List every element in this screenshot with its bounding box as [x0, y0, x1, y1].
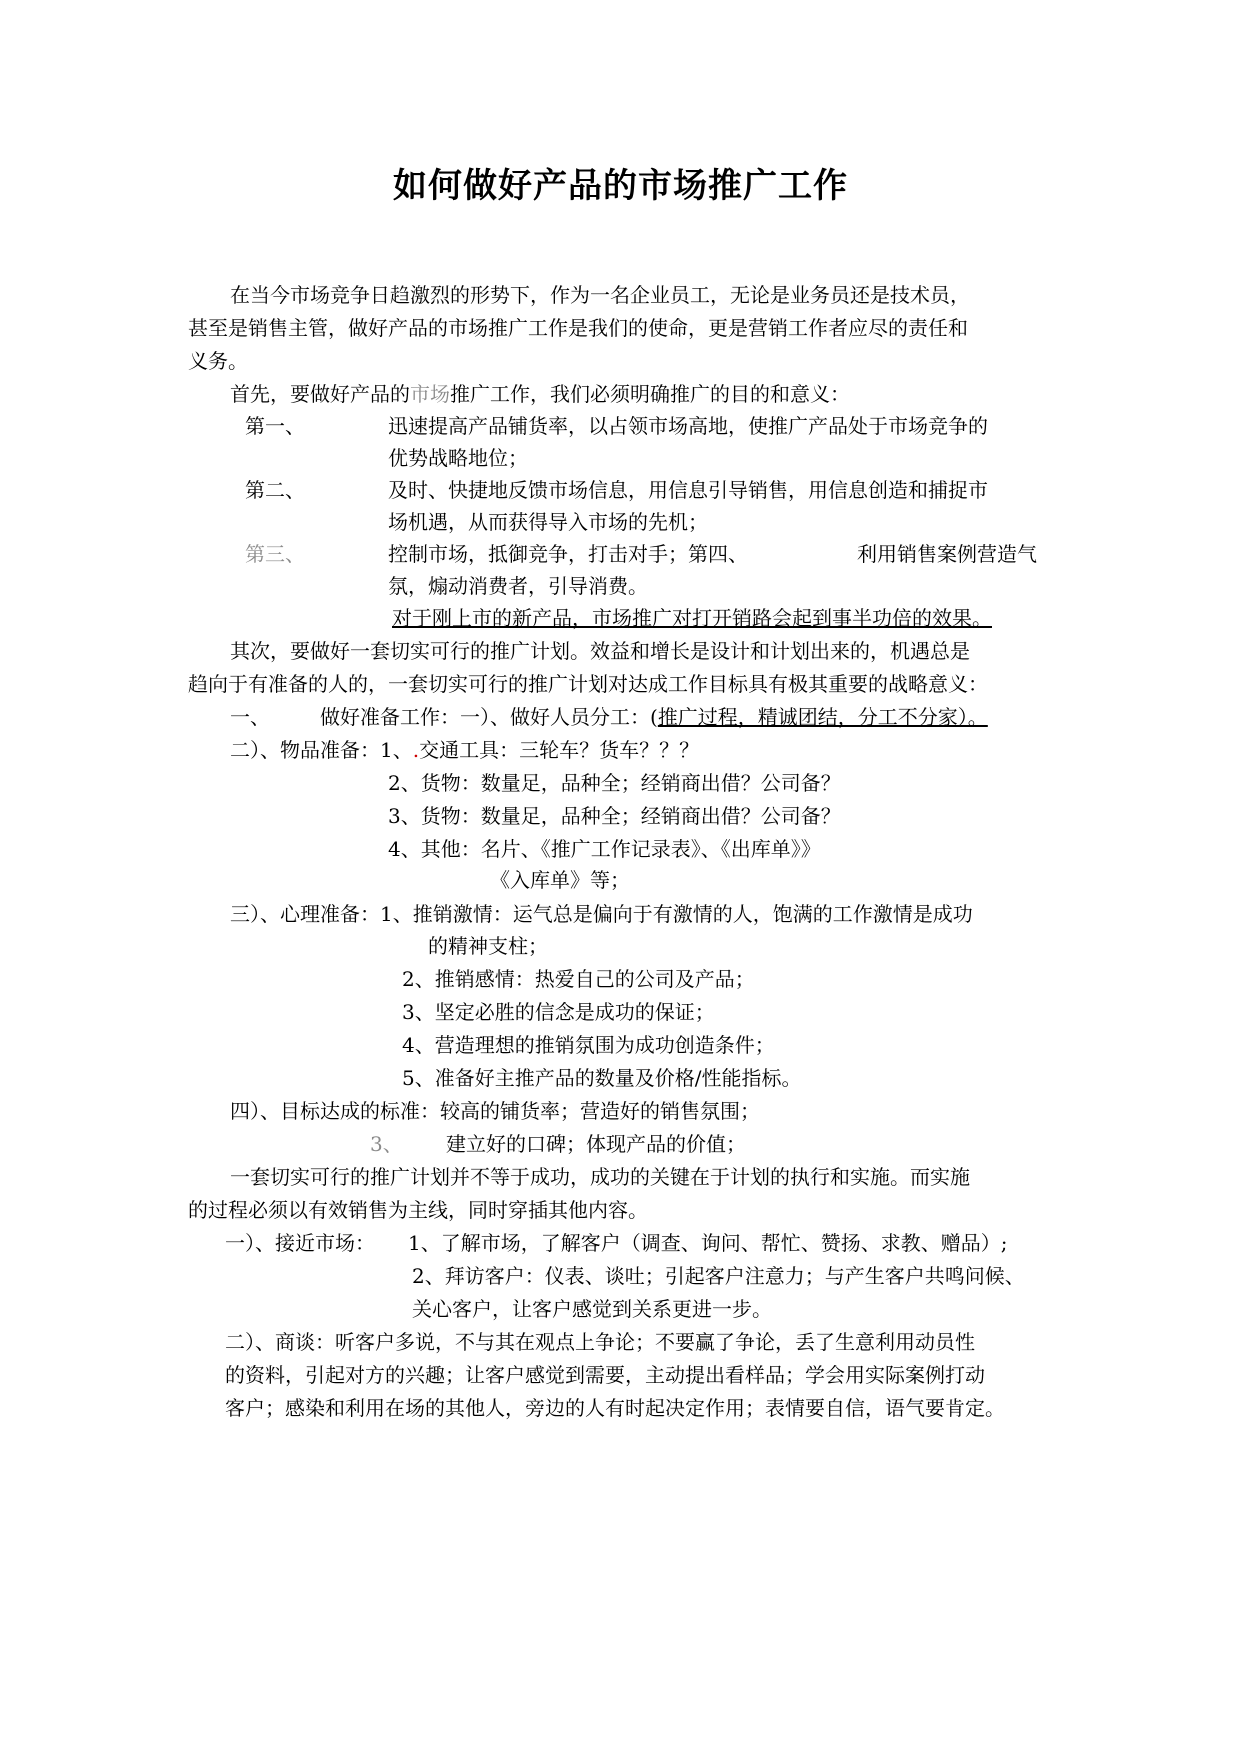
goods-line: 4、其他：名片、《推广工作记录表》、《出库单》》 [388, 837, 821, 861]
underlined-note: 对于刚上市的新产品，市场推广对打开销路会起到事半功倍的效果。 [392, 606, 992, 630]
approach-label: 一）、接近市场： [225, 1231, 375, 1255]
text-span: 二）、物品准备：1、 [230, 738, 413, 762]
approach-line: 关心客户，让客户感觉到关系更进一步。 [412, 1297, 772, 1321]
approach-line: 2、拜访客户：仪表、谈吐；引起客户注意力；与产生客户共鸣问候、 [412, 1264, 1025, 1288]
talk-line: 的资料，引起对方的兴趣；让客户感觉到需要，主动提出看样品；学会用实际案例打动 [225, 1363, 985, 1387]
item-label: 第二、 [245, 478, 305, 502]
text-span: 市场 [410, 382, 450, 406]
paragraph-line: 甚至是销售主管，做好产品的市场推广工作是我们的使命，更是营销工作者应尽的责任和 [188, 316, 968, 340]
item-text: 利用销售案例营造气 [857, 542, 1037, 566]
psych-line: 2、推销感情：热爱自己的公司及产品； [402, 967, 755, 991]
paragraph-line: 在当今市场竞争日趋激烈的形势下，作为一名企业员工，无论是业务员还是技术员， [230, 283, 970, 307]
goods-line: 2、货物：数量足，品种全；经销商出借？公司备？ [388, 771, 841, 795]
text-span: 交通工具：三轮车？货车？？？ [419, 738, 700, 762]
text-span: 做好准备工作：一）、做好人员分工：( [320, 705, 658, 729]
item-label: 第一、 [245, 414, 305, 438]
item-text: 优势战略地位； [388, 446, 528, 470]
psych-line: 5、准备好主推产品的数量及价格/性能指标。 [402, 1066, 802, 1090]
paragraph-line: 一套切实可行的推广计划并不等于成功，成功的关键在于计划的执行和实施。而实施 [230, 1165, 970, 1189]
goal-line: 四）、目标达成的标准：较高的铺货率；营造好的销售氛围； [230, 1099, 760, 1123]
paragraph-line: 其次，要做好一套切实可行的推广计划。效益和增长是设计和计划出来的，机遇总是 [230, 639, 970, 663]
item-text: 场机遇，从而获得导入市场的先机； [388, 510, 708, 534]
paragraph-line: 义务。 [188, 349, 248, 373]
goal-number: 3、 [370, 1132, 403, 1156]
prep-label: 一、 [230, 705, 270, 729]
item-text: 氛，煽动消费者，引导消费。 [388, 574, 648, 598]
text-span: 推广过程，精诚团结，分工不分家）。 [657, 705, 988, 729]
goods-line: 《入库单》等； [490, 868, 630, 892]
psych-line: 4、营造理想的推销氛围为成功创造条件； [402, 1033, 775, 1057]
item-label: 第三、 [245, 542, 305, 566]
item-text: 及时、快捷地反馈市场信息，用信息引导销售，用信息创造和捕捉市 [388, 478, 988, 502]
paragraph-line: 趋向于有准备的人的，一套切实可行的推广计划对达成工作目标具有极其重要的战略意义： [188, 672, 988, 696]
paragraph-line [230, 382, 850, 406]
psych-line: 3、坚定必胜的信念是成功的保证； [402, 1000, 715, 1024]
item-text: 迅速提高产品铺货率，以占领市场高地，使推广产品处于市场竞争的 [388, 414, 988, 438]
psych-line: 的精神支柱； [428, 934, 548, 958]
text-span: . [412, 738, 420, 762]
talk-line: 客户；感染和利用在场的其他人，旁边的人有时起决定作用；表情要自信，语气要肯定。 [225, 1396, 1005, 1420]
text-span: 首先，要做好产品的 [230, 382, 410, 406]
talk-line: 二）、商谈：听客户多说，不与其在观点上争论；不要赢了争论，丢了生意利用动员性 [225, 1330, 975, 1354]
paragraph-line: 的过程必须以有效销售为主线，同时穿插其他内容。 [188, 1198, 648, 1222]
prep-text [320, 705, 988, 729]
goods-line: 3、货物：数量足，品种全；经销商出借？公司备？ [388, 804, 841, 828]
approach-line: 1、了解市场，了解客户（调查、询问、帮忙、赞扬、求教、赠品）; [408, 1231, 1008, 1255]
psych-line: 三）、心理准备：1、推销激情：运气总是偏向于有激情的人，饱满的工作激情是成功 [230, 902, 973, 926]
goal-line: 建立好的口碑；体现产品的价值； [446, 1132, 746, 1156]
prep-text [230, 738, 699, 762]
document-title: 如何做好产品的市场推广工作 [393, 166, 848, 206]
text-span: 推广工作，我们必须明确推广的目的和意义： [450, 382, 850, 406]
item-text: 控制市场，抵御竞争，打击对手；第四、 [388, 542, 748, 566]
